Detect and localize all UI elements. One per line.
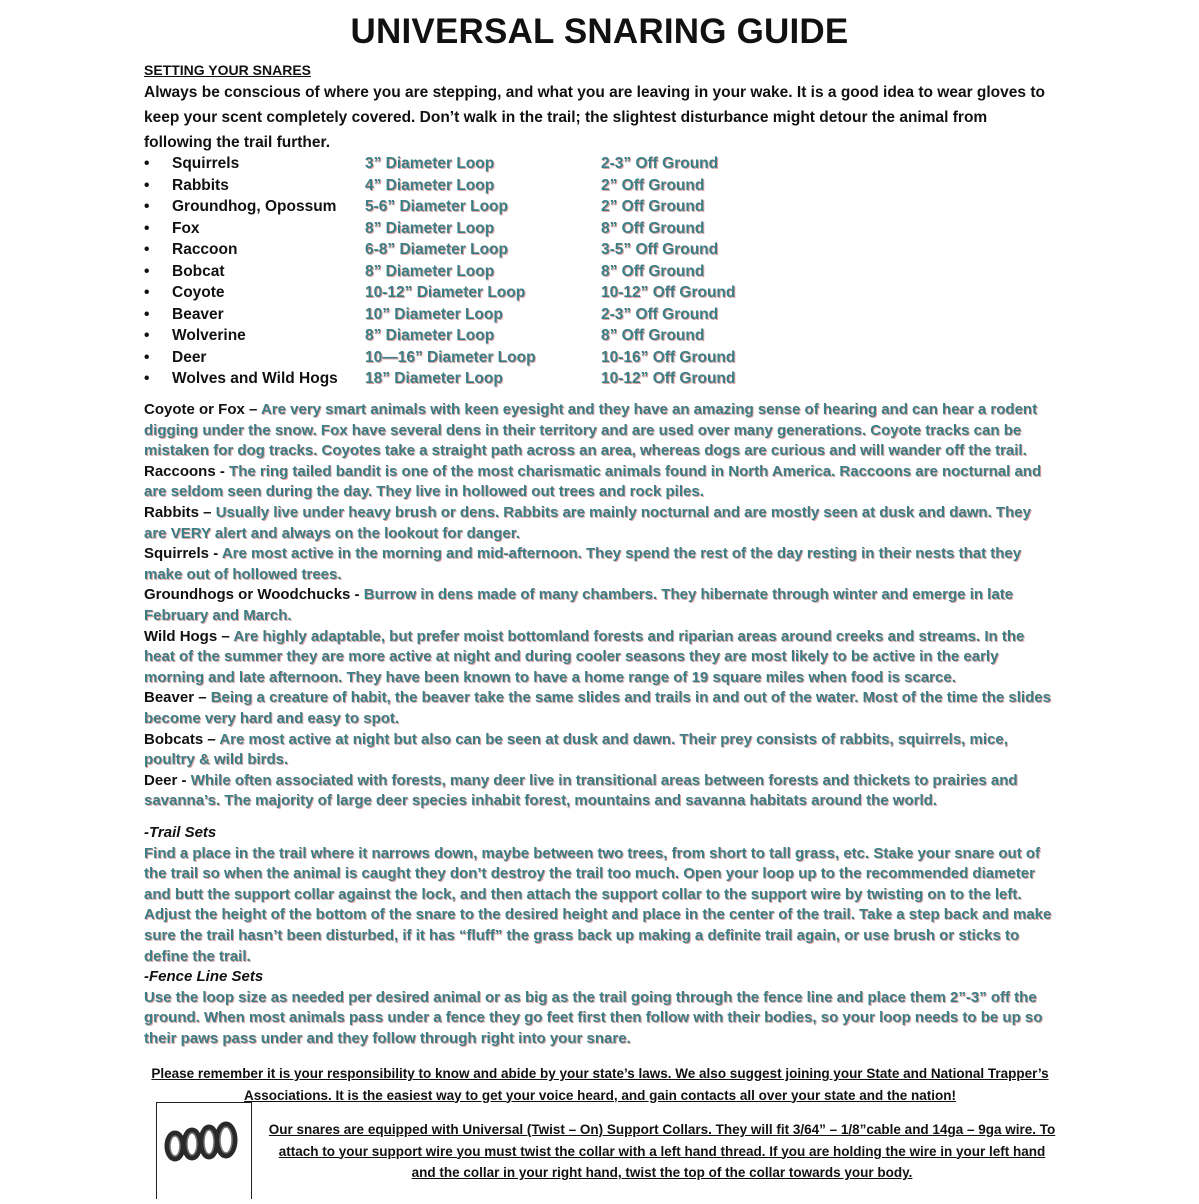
animal-description-label: Coyote or Fox – [144,401,261,418]
snare-loop-size: 8” Diameter Loop [365,262,495,280]
animal-description-text: Are most active in the morning and mid-afternoon. They spend the rest of the day resting in their nests that they make out of hollowed trees. [144,545,1022,583]
snare-row [144,196,764,218]
bullet-icon: • [144,370,150,387]
animal-description [144,462,1056,503]
snare-ground-height: 2” Off Ground [601,176,705,194]
animal-description [144,771,1056,812]
animal-description [144,730,1056,771]
snare-loop-size: 4” Diameter Loop [365,176,495,194]
snare-ground-height: 10-12” Off Ground [601,284,736,301]
snare-animal: Raccoon [172,241,238,258]
bullet-icon: • [144,241,150,258]
bullet-icon: • [144,219,150,237]
animal-description-text: Usually live under heavy brush or dens. Rabbits are mainly nocturnal and are mostly seen at dusk and dawn. They are VERY alert and always on the lookout for danger. [144,503,1031,542]
animal-description-label: Rabbits – [144,503,216,521]
snare-animal: Beaver [172,305,224,323]
snare-animal: Coyote [172,284,225,301]
snare-loop-size: 18” Diameter Loop [365,370,503,387]
snare-animal: Bobcat [172,262,225,280]
snare-animal: Wolverine [172,327,246,344]
snare-row [144,261,764,283]
snare-row [144,347,764,369]
snare-ground-height: 2-3” Off Ground [601,155,719,172]
snare-loop-size: 10” Diameter Loop [365,305,503,323]
snare-loop-size: 8” Diameter Loop [365,219,495,237]
snare-loop-size: 8” Diameter Loop [365,327,495,344]
trail-sets-text: Find a place in the trail where it narrows down, maybe between two trees, from short to tall grass, etc. Stake your snare out of the trail so when the animal is caught they don’t destroy the trail too much. Open your loop up to the recommended diameter and butt the support collar against the lock, and then attach the support collar to the support wire by twisting on to the left. Adjust the height of the bottom of the snare to the desired height and place in the center of the trail. Take a step back and make sure the trail hasn’t been disturbed, if it has “fluff” the grass back up making a definite trail again, or use brush or sticks to define the trail. [144,844,1052,965]
animal-description [144,503,1056,544]
trail-sets-heading: -Trail Sets [144,824,217,841]
animal-description-label: Squirrels - [144,545,222,563]
setting-intro: Always be conscious of where you are stepping, and what you are leaving in your wake. It is a good idea to wear gloves to keep your scent completely covered. Don’t walk in the trail; the slightest disturbance might detour the animal from following the trail further. [144,84,1045,151]
animal-description [144,400,1056,462]
snare-row [144,153,764,175]
snare-ground-height: 2” Off Ground [601,198,705,215]
snare-animal: Fox [172,219,200,237]
snare-row [144,282,764,304]
snare-loop-size: 6-8” Diameter Loop [365,241,508,258]
set-instructions [144,823,1056,1050]
snare-loop-size: 3” Diameter Loop [365,155,495,172]
snare-loop-size: 10—16” Diameter Loop [365,348,536,366]
animal-description-text: Are very smart animals with keen eyesight and they have an amazing sense of hearing and can hear a rodent digging under the snow. Fox have several dens in their territory and are used over many generations. Coyote tracks can be mistaken for dog tracks. Coyotes take a straight path across an area, whereas dogs are curious and will wander off the trail. [144,401,1038,460]
animal-description-text: While often associated with forests, many deer live in transitional areas between forests and thickets to prairies and savanna’s. The majority of large deer species inhabit forest, mountains and savanna habitats around the world. [144,771,1018,810]
snare-row [144,218,764,240]
snare-ground-height: 8” Off Ground [601,262,705,280]
animal-description-label: Deer - [144,771,191,789]
animal-descriptions [144,400,1056,812]
page-title: UNIVERSAL SNARING GUIDE [350,12,849,51]
animal-description [144,688,1056,729]
bullet-icon: • [144,198,150,215]
snare-animal: Deer [172,348,207,366]
animal-description-text: Burrow in dens made of many chambers. They hibernate through winter and emerge in late February and March. [144,586,1014,624]
bullet-icon: • [144,348,150,366]
snare-ground-height: 10-12” Off Ground [601,370,736,387]
bullet-icon: • [144,155,150,172]
snare-animal: Groundhog, Opossum [172,198,337,215]
bullet-icon: • [144,305,150,323]
animal-description-text: Are highly adaptable, but prefer moist bottomland forests and riparian areas around creeks and streams. In the heat of the summer they are more active at night and during cooler seasons they are most likely to be active in the early morning and late afternoon. They have been known to have a home range of 19 square miles when food is scarce. [144,627,1025,686]
bullet-icon: • [144,262,150,280]
snare-ground-height: 3-5” Off Ground [601,241,719,258]
bullet-icon: • [144,176,150,194]
spring-icon [157,1103,251,1199]
animal-description [144,585,1056,626]
snare-row [144,325,764,347]
animal-description-label: Bobcats – [144,730,220,748]
bullet-icon: • [144,284,150,301]
animal-description [144,627,1056,689]
bullet-icon: • [144,327,150,344]
snare-ground-height: 10-16” Off Ground [601,348,736,366]
animal-description-label: Groundhogs or Woodchucks - [144,586,364,604]
snare-ground-height: 8” Off Ground [601,327,705,344]
snare-animal: Rabbits [172,176,229,194]
snare-row [144,239,764,261]
snare-ground-height: 2-3” Off Ground [601,305,719,323]
snare-animal: Squirrels [172,155,240,172]
legal-notice: Please remember it is your responsibility to know and abide by your state’s laws. We also suggest joining your State and National Trapper’s Associations. It is the easiest way to get your voice heard, and gain contacts all over your state and the nation! [151,1066,1049,1103]
animal-description-text: Being a creature of habit, the beaver take the same slides and trails in and out of the water. Most of the time the slides become very hard and easy to spot. [144,689,1051,727]
animal-description-label: Wild Hogs – [144,627,234,645]
animal-description-text: The ring tailed bandit is one of the most charismatic animals found in North America. Raccoons are nocturnal and are seldom seen during the day. They live in hollowed out trees and rock piles. [144,462,1042,501]
support-collar-info: Our snares are equipped with Universal (Twist – On) Support Collars. They will fit 3/64” – 1/8”cable and 14ga – 9ga wire. To attach to your support wire you must twist the collar with a left hand thread. If you are holding the wire in your left hand and the collar in your right hand, twist the top of the collar towards your body. [268,1122,1056,1180]
snare-row [144,304,764,326]
animal-description-label: Beaver – [144,689,211,707]
animal-description-label: Raccoons - [144,462,230,480]
snare-loop-size: 10-12” Diameter Loop [365,284,526,301]
snare-row [144,175,764,197]
support-collar-image [156,1102,252,1199]
animal-description-text: Are most active at night but also can be seen at dusk and dawn. Their prey consists of rabbits, squirrels, mice, poultry & wild birds. [144,730,1008,769]
animal-description [144,544,1056,585]
snare-ground-height: 8” Off Ground [601,219,705,237]
snare-row [144,368,764,390]
fence-sets-text: Use the loop size as needed per desired animal or as big as the trail going through the fence line and place them 2”-3” off the ground. When most animals pass under a fence they go feet first then follow with their bodies, so your loop needs to be up so their paws pass under and they follow through right into your snare. [144,988,1043,1047]
snare-size-list [144,153,764,390]
snare-animal: Wolves and Wild Hogs [172,370,338,387]
setting-heading: SETTING YOUR SNARES [144,62,311,78]
snare-loop-size: 5-6” Diameter Loop [365,198,508,215]
fence-sets-heading: -Fence Line Sets [144,968,264,986]
